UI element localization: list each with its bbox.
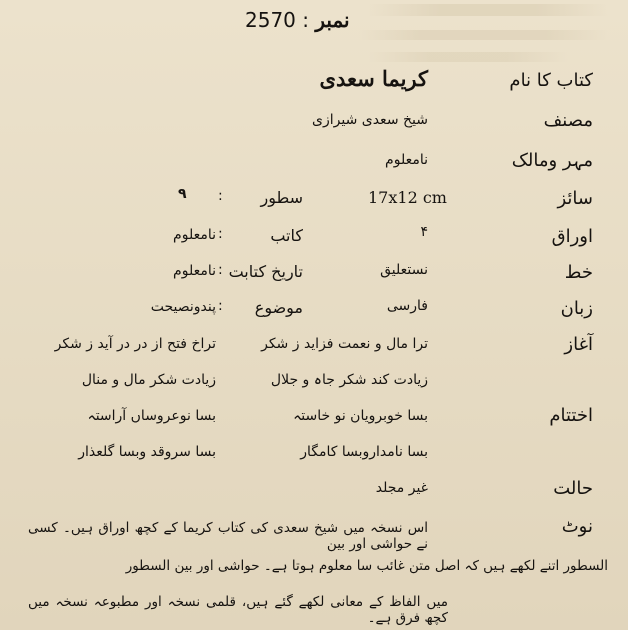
- script-label: خط: [564, 262, 593, 283]
- copy-date-colon: :: [218, 262, 223, 278]
- note-line-3: میں الفاظ کے معانی لکھے گئے ہیں، قلمی نسخہ اور مطبوعہ نسخہ میں کچھ فرق ہے۔: [28, 594, 448, 626]
- beginning-label: آغاز: [564, 334, 593, 355]
- language-value: فارسی: [386, 298, 428, 314]
- subject-label: موضوع: [254, 298, 303, 317]
- size-label: سائز: [557, 188, 593, 209]
- note-line-2: السطور اتنے لکھے ہیں کہ اصل متن غائب سا معلوم ہوتا ہے۔ حواشی اور بین السطور: [125, 558, 608, 574]
- note-label: نوٹ: [561, 516, 593, 537]
- book-title-value: کریما سعدی: [319, 66, 428, 91]
- lines-value: ۹: [178, 186, 187, 202]
- pages-label: اوراق: [551, 226, 593, 247]
- author-label: مصنف: [543, 110, 593, 131]
- ending-verse-2a: بسا نامداروبسا کامگار: [300, 444, 428, 460]
- size-value: 17x12 cm: [368, 188, 447, 207]
- language-label: زبان: [560, 298, 593, 319]
- condition-value: غیر مجلد: [375, 480, 428, 496]
- ending-verse-1b: بسا نوعروساں آراستہ: [87, 408, 216, 424]
- lines-label: سطور: [260, 188, 303, 207]
- catalog-number-header: [245, 8, 350, 32]
- note-line-1: اس نسخہ میں شیخ سعدی کی کتاب کریما کے کچھ اوراق ہیں۔ کسی نے حواشی اور بین: [28, 520, 428, 552]
- seal-value: نامعلوم: [385, 152, 428, 168]
- scribe-value: نامعلوم: [173, 227, 216, 243]
- bleed-through-ink: [368, 52, 568, 62]
- ending-label: اختتام: [549, 405, 593, 426]
- bleed-through-ink: [358, 30, 608, 40]
- author-value: شیخ سعدی شیرازی: [312, 112, 428, 128]
- lines-colon: :: [218, 188, 223, 204]
- header-separator: :: [302, 8, 310, 32]
- beginning-verse-2b: زیادت شکر مال و منال: [81, 372, 216, 388]
- number-label: نمبر: [315, 8, 350, 32]
- bleed-through-ink: [368, 4, 608, 16]
- beginning-verse-1a: ترا مال و نعمت فزاید ز شکر: [261, 336, 428, 352]
- pages-value: ۴: [420, 224, 428, 240]
- book-title-label: کتاب کا نام: [509, 70, 593, 91]
- seal-label: مہر ومالک: [511, 150, 593, 171]
- beginning-verse-1b: تراخ فتح از در در آید ز شکر: [54, 336, 216, 352]
- scribe-colon: :: [218, 226, 223, 242]
- copy-date-value: نامعلوم: [173, 263, 216, 279]
- catalog-number: 2570: [245, 8, 296, 32]
- scribe-label: کاتب: [270, 226, 303, 245]
- copy-date-label: تاریخ کتابت: [228, 262, 303, 281]
- ending-verse-1a: بسا خوبرویان نو خاستہ: [293, 408, 428, 424]
- script-value: نستعلیق: [380, 262, 428, 278]
- beginning-verse-2a: زیادت کند شکر جاہ و جلال: [270, 372, 428, 388]
- subject-colon: :: [218, 298, 223, 314]
- condition-label: حالت: [553, 478, 593, 499]
- subject-value: پندونصیحت: [150, 299, 216, 315]
- ending-verse-2b: بسا سروقد وبسا گلعذار: [78, 444, 216, 460]
